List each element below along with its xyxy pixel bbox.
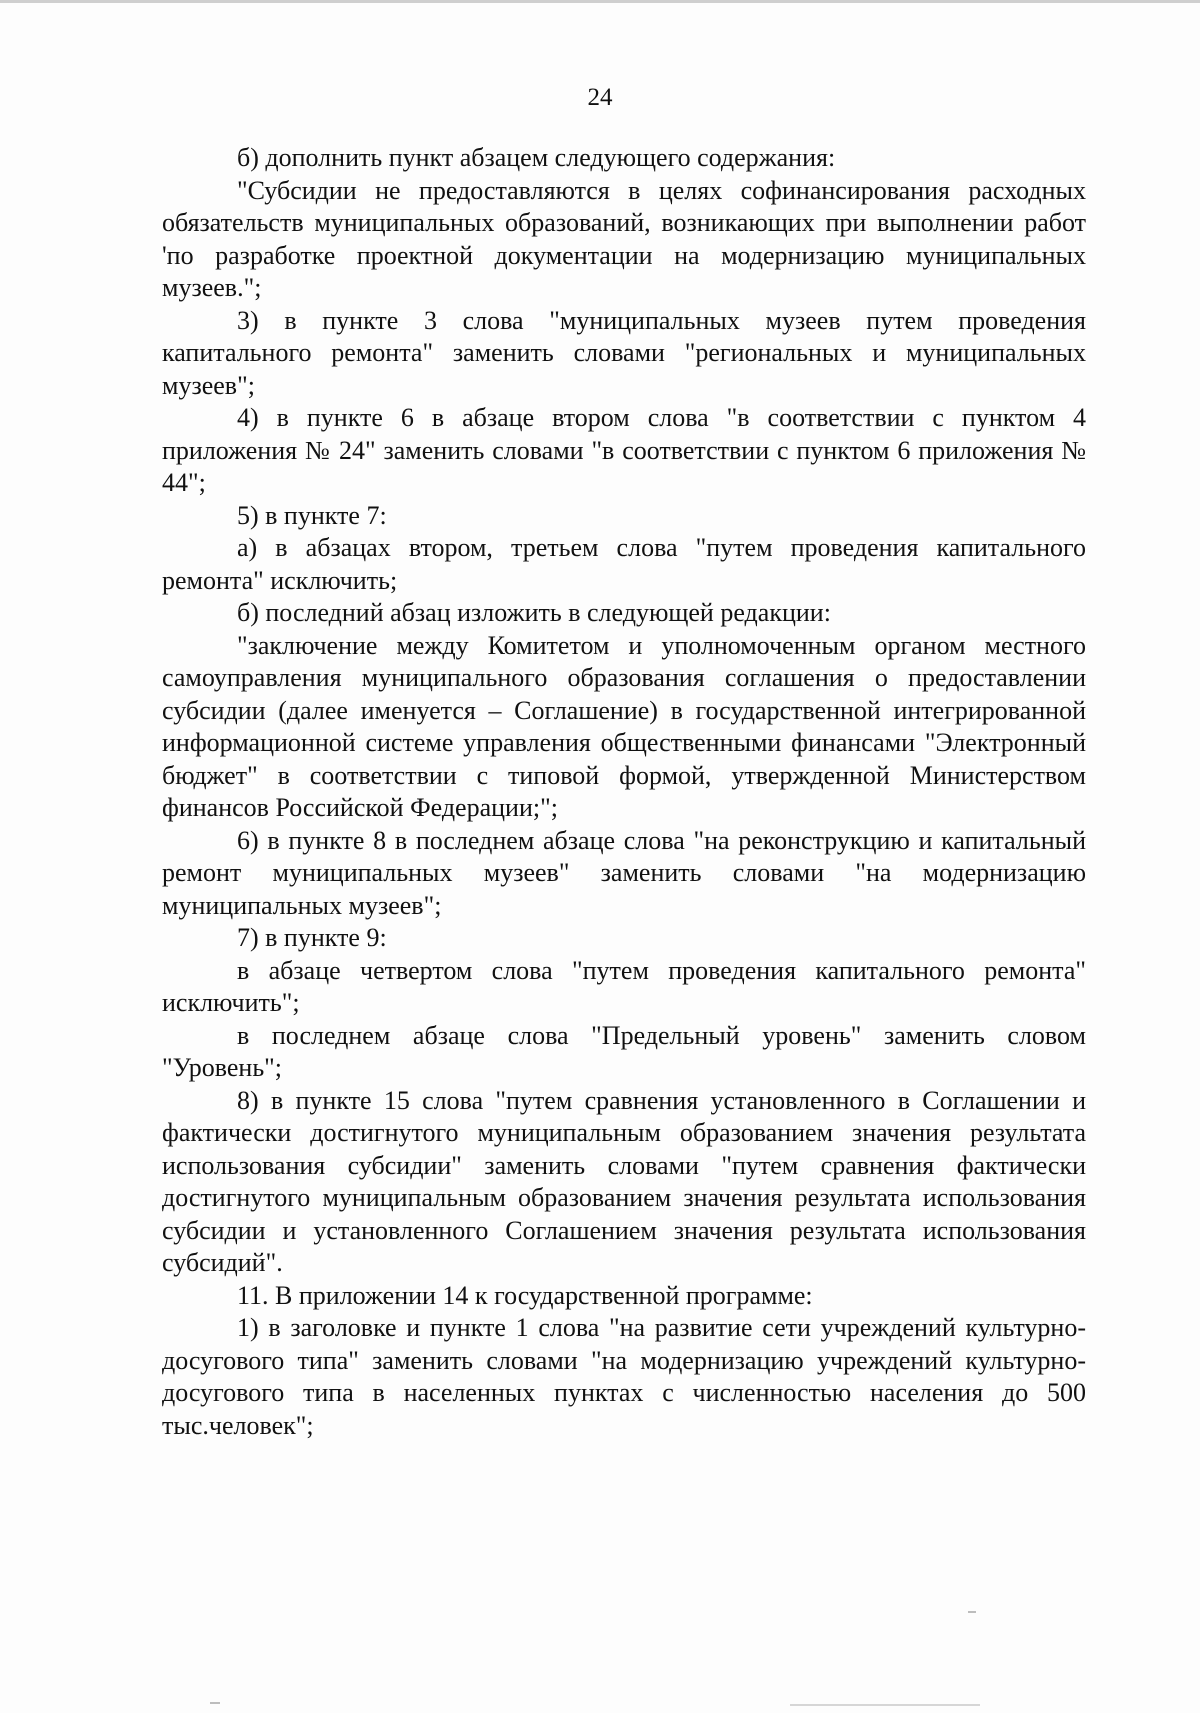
paragraph: 5) в пункте 7: <box>237 500 387 530</box>
paragraph: в последнем абзаце слова "Предельный уровень" заменить словом "Уровень"; <box>162 1020 1086 1082</box>
paragraph: 1) в заголовке и пункте 1 слова "на развитие сети учреждений культурно-досугового типа" заменить словами "на модернизацию учреждений культурно-досугового типа в населенных пунктах с численностью населения до 500 тыс.человек"; <box>162 1313 1086 1440</box>
paragraph: "Субсидии не предоставляются в целях софинансирования расходных обязательств муниципальных образований, возникающих при выполнении работ 'по разработке проектной документации на модернизацию муниципальных музеев."; <box>162 175 1086 302</box>
scan-top-edge <box>0 0 1200 3</box>
paragraph: 7) в пункте 9: <box>237 923 387 952</box>
paragraph: а) в абзацах втором, третьем слова "путем проведения капитального ремонта" исключить; <box>162 533 1086 595</box>
scan-speck <box>968 1611 976 1613</box>
paragraph: "заключение между Комитетом и уполномоченным органом местного самоуправления муниципального образования соглашения о предоставлении субсидии (далее именуется – Соглашение) в государственной интегрированной информационной системе управления общественными финансами "Электронный бюджет" в соответствии с типовой формой, утвержденной Министерством финансов Российской Федерации;"; <box>162 630 1086 822</box>
paragraph: 4) в пункте 6 в абзаце втором слова "в соответствии с пунктом 4 приложения № 24" заменить словами "в соответствии с пунктом 6 приложения № 44"; <box>162 403 1086 497</box>
paragraph: 6) в пункте 8 в последнем абзаце слова "на реконструкцию и капитальный ремонт муниципальных музеев" заменить словами "на модернизацию муниципальных музеев"; <box>162 825 1086 920</box>
document-body <box>162 142 1086 1442</box>
scan-speck <box>210 1702 220 1704</box>
paragraph: 8) в пункте 15 слова "путем сравнения установленного в Соглашении и фактически достигнутого муниципальным образованием значения результата использования субсидии" заменить словами "путем сравнения фактически достигнутого муниципальным образованием значения результата использования субсидии и установленного Соглашением значения результата использования субсидий". <box>162 1085 1086 1277</box>
paragraph: 11. В приложении 14 к государственной программе: <box>237 1280 813 1310</box>
paragraph: 3) в пункте 3 слова "муниципальных музеев путем проведения капитального ремонта" заменить словами "региональных и муниципальных музеев"; <box>162 305 1086 400</box>
scan-speck <box>790 1704 980 1706</box>
page-number: 24 <box>587 84 613 111</box>
paragraph: б) последний абзац изложить в следующей редакции: <box>237 598 831 627</box>
paragraph: в абзаце четвертом слова "путем проведения капитального ремонта" исключить"; <box>162 955 1086 1017</box>
paragraph: б) дополнить пункт абзацем следующего содержания: <box>237 143 836 172</box>
